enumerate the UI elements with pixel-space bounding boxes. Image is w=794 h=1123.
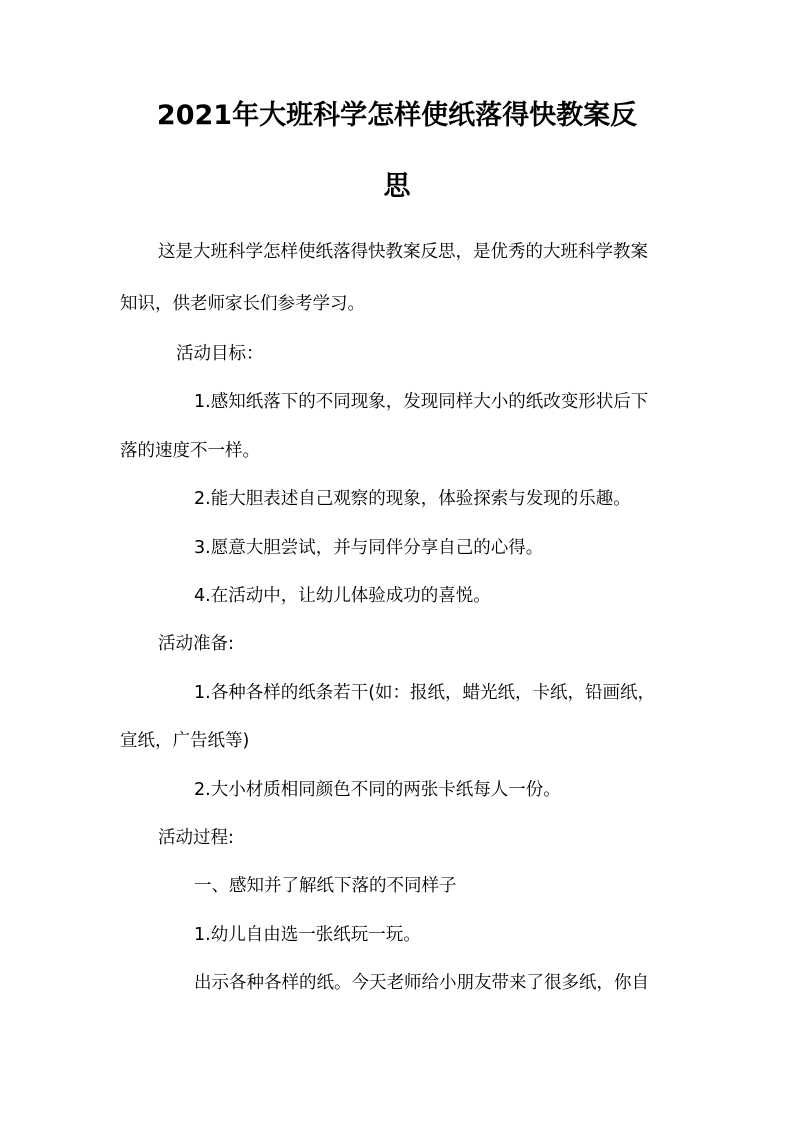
goal-4: 4.在活动中，让幼儿体验成功的喜悦。 bbox=[194, 586, 491, 606]
process-step-1-text: 出示各种各样的纸。今天老师给小朋友带来了很多纸，你自 bbox=[194, 973, 649, 993]
goal-1-line-2: 落的速度不一样。 bbox=[120, 441, 260, 461]
process-step-1-item-1: 1.幼儿自由选一张纸玩一玩。 bbox=[194, 925, 421, 945]
section-heading-preparation: 活动准备: bbox=[158, 634, 234, 654]
process-step-1-heading: 一、感知并了解纸下落的不同样子 bbox=[194, 876, 457, 896]
section-heading-process: 活动过程: bbox=[158, 828, 234, 848]
preparation-1-line-1: 1.各种各样的纸条若干(如：报纸，蜡光纸，卡纸，铅画纸， bbox=[194, 683, 656, 703]
goal-3: 3.愿意大胆尝试，并与同伴分享自己的心得。 bbox=[194, 538, 544, 558]
section-heading-goals: 活动目标： bbox=[176, 344, 264, 364]
goal-2: 2.能大胆表述自己观察的现象，体验探索与发现的乐趣。 bbox=[194, 489, 631, 509]
paragraph-intro-line-1: 这是大班科学怎样使纸落得快教案反思，是优秀的大班科学教案 bbox=[158, 242, 648, 262]
paragraph-intro-line-2: 知识，供老师家长们参考学习。 bbox=[120, 294, 365, 314]
preparation-1-line-2: 宣纸，广告纸等) bbox=[120, 731, 250, 751]
goal-1-line-1: 1.感知纸落下的不同现象，发现同样大小的纸改变形状后下 bbox=[194, 392, 649, 412]
document-title-line-2: 思 bbox=[383, 171, 411, 202]
preparation-2: 2.大小材质相同颜色不同的两张卡纸每人一份。 bbox=[194, 780, 561, 800]
document-title-line-1: 2021年大班科学怎样使纸落得快教案反 bbox=[156, 100, 638, 131]
